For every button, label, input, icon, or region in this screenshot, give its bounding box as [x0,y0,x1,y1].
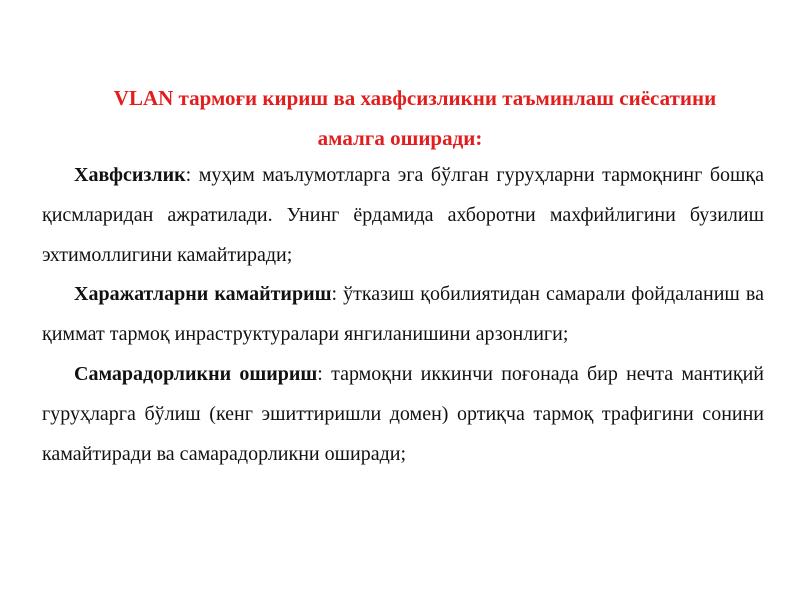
paragraph-efficiency-text: : тармоқни иккинчи поғонада бир нечта мантиқий гуруҳларга бўлиш (кенг эшиттиришли домен) ортиқча тармоқ трафигини сонини камайтиради ва самарадорликни оширади; [42,362,764,465]
slide-title-line-2: амалга оширади: [317,126,483,150]
paragraph-cost-reduction [42,275,764,355]
term-cost-reduction: Харажатларни камайтириш [74,283,332,306]
term-efficiency: Самарадорликни ошириш [74,362,318,385]
paragraph-security [42,156,764,275]
paragraph-efficiency [42,355,764,474]
slide-body [42,156,764,474]
paragraph-security-text: : муҳим маълумотларга эга бўлган гуруҳларни тармоқнинг бошқа қисмларидан ажратилади. Унинг ёрдамида ахборотни махфийлигини бузилиш эхтимоллигини камайтиради; [42,164,764,266]
term-security: Хавфсизлик [74,164,186,186]
paragraph-cost-reduction-text: : ўтказиш қобилиятидан самарали фойдаланиш ва қиммат тармоқ инраструктуралари янгиланишини арзонлиги; [42,283,764,346]
slide-title-line-1: VLAN тармоғи кириш ва хавфсизликни таъминлаш сиёсатини [113,86,717,110]
